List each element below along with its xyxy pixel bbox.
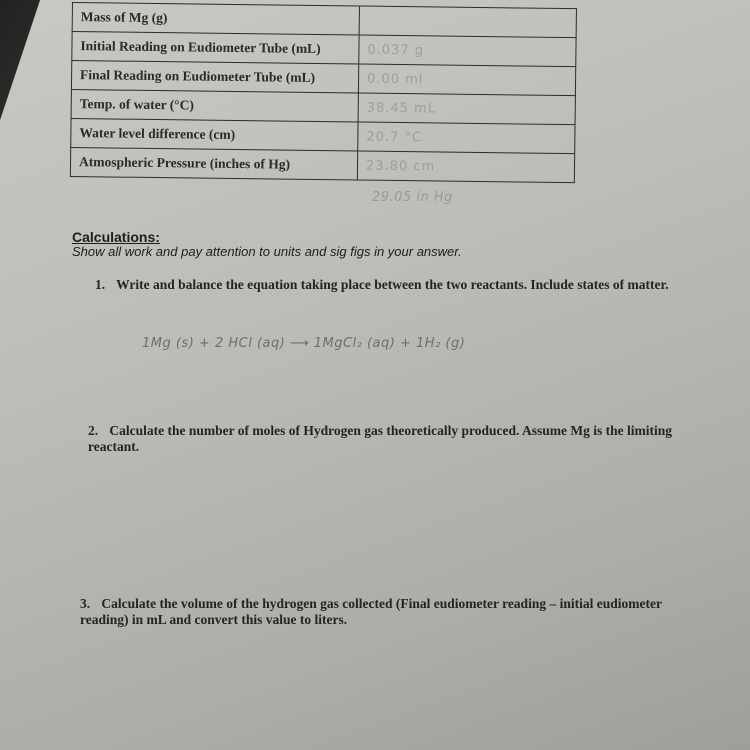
table-row-value: 38.45 mL: [358, 93, 575, 125]
table-row-label: Temp. of water (°C): [71, 89, 358, 122]
table-row-value: 23.80 cm: [357, 151, 574, 183]
question-2: [88, 423, 688, 455]
table-row-label: Initial Reading on Eudiometer Tube (mL): [72, 32, 359, 65]
question-text: Calculate the volume of the hydrogen gas collected (Final eudiometer reading – initial eudiometer reading) in mL and convert this value to liters.: [80, 596, 662, 627]
handwritten-pressure: 29.05 in Hg: [372, 190, 453, 205]
question-3: [80, 596, 690, 628]
calculations-heading: Calculations:: [72, 229, 160, 245]
question-number: 1.: [95, 277, 106, 292]
table-row-value: [359, 6, 576, 38]
question-text: Write and balance the equation taking place between the two reactants. Include states of matter.: [116, 277, 669, 292]
question-text: Calculate the number of moles of Hydrogen gas theoretically produced. Assume Mg is the limiting reactant.: [88, 423, 672, 454]
table-row: [70, 147, 574, 182]
bleed-through-text: ·: [360, 151, 364, 165]
calculations-instruction: Show all work and pay attention to units and sig figs in your answer.: [72, 244, 462, 259]
question-number: 2.: [88, 423, 99, 438]
table-row-label: Water level difference (cm): [71, 118, 358, 151]
data-table: [70, 2, 577, 183]
table-row-value: 0.037 g: [359, 35, 576, 67]
table-row-label: Atmospheric Pressure (inches of Hg): [70, 147, 357, 180]
table-row-value: 20.7 °C: [358, 122, 575, 154]
table-row-value: 0.00 ml: [358, 64, 575, 96]
question-1: [95, 277, 675, 293]
table-row-label: Mass of Mg (g): [72, 3, 359, 36]
question-number: 3.: [80, 596, 91, 611]
table-row-label: Final Reading on Eudiometer Tube (mL): [71, 61, 358, 94]
handwritten-equation: 1Mg (s) + 2 HCl (aq) ⟶ 1MgCl₂ (aq) + 1H₂ (g): [142, 336, 466, 351]
